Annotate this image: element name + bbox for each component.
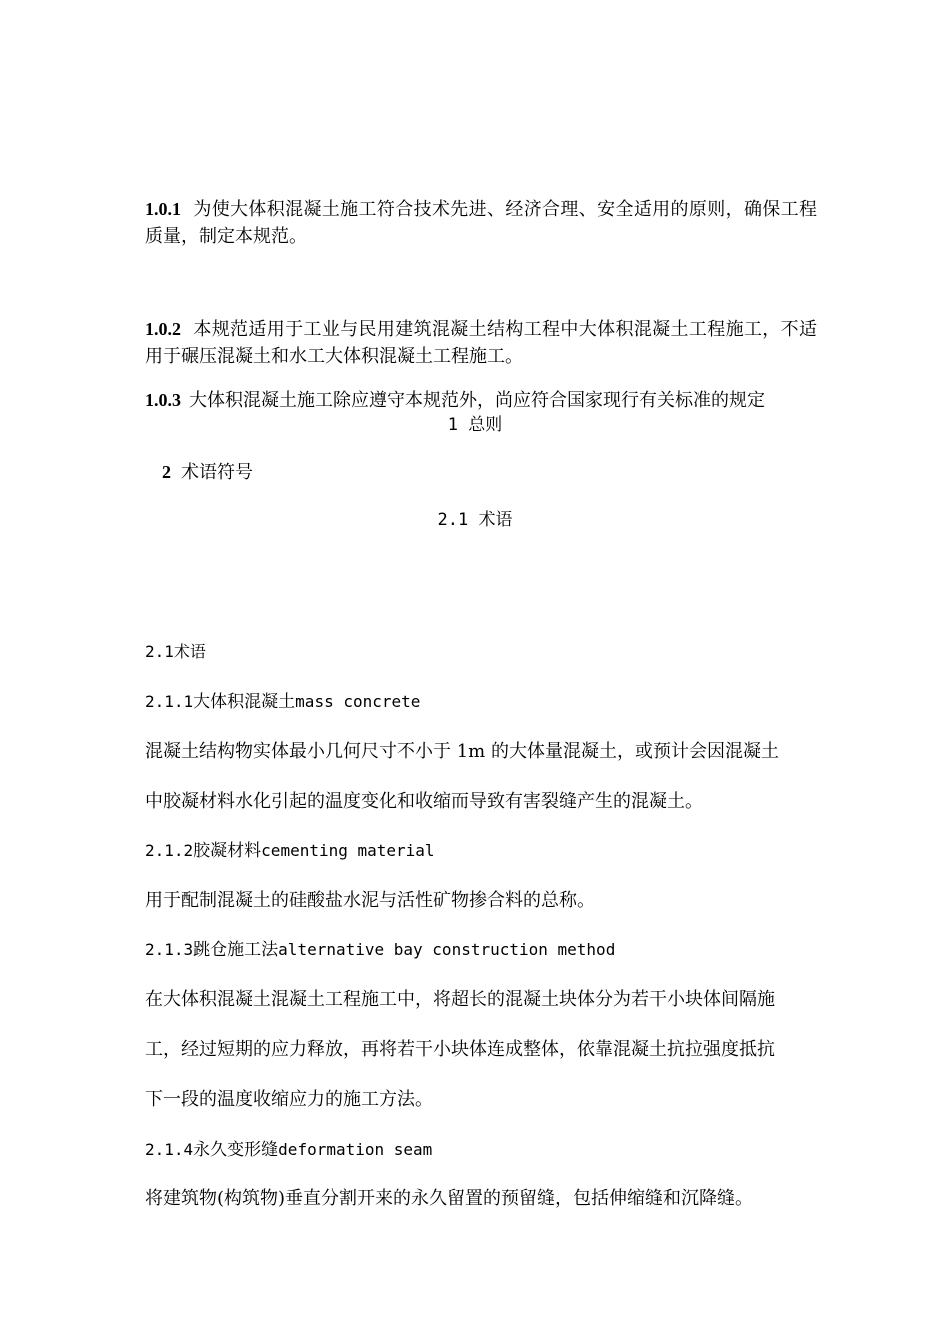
clause-text: 本规范适用于工业与民用建筑混凝土结构工程中大体积混凝土工程施工，不适用于碾压混凝土和水工大体积混凝土工程施工。 bbox=[145, 319, 817, 367]
term-2-1-1-definition-line-2: 中胶凝材料水化引起的温度变化和收缩而导致有害裂缝产生的混凝土。 bbox=[145, 791, 703, 812]
term-code: 2.1.2 bbox=[145, 841, 194, 860]
term-zh: 跳仓施工法 bbox=[193, 940, 279, 960]
term-2-1-3-heading bbox=[145, 938, 615, 962]
section-2-1-heading bbox=[145, 640, 206, 664]
chapter-number: 2 bbox=[162, 462, 171, 482]
term-2-1-2-heading bbox=[145, 839, 435, 863]
clause-1-0-1 bbox=[145, 196, 817, 250]
term-code: 2.1.4 bbox=[145, 1140, 194, 1159]
clause-number: 1.0.2 bbox=[145, 319, 181, 339]
term-en: cementing material bbox=[261, 841, 435, 860]
chapter-2-heading bbox=[162, 460, 253, 485]
term-2-1-4-definition-line-1: 将建筑物(构筑物)垂直分割开来的永久留置的预留缝，包括伸缩缝和沉降缝。 bbox=[145, 1188, 754, 1209]
term-2-1-2-definition-line-1: 用于配制混凝土的硅酸盐水泥与活性矿物掺合料的总称。 bbox=[145, 890, 595, 911]
clause-1-0-2 bbox=[145, 316, 817, 370]
term-2-1-3-definition-line-2: 工，经过短期的应力释放，再将若干小块体连成整体，依靠混凝土抗拉强度抵抗 bbox=[145, 1039, 775, 1060]
term-2-1-1-definition-line-1: 混凝土结构物实体最小几何尺寸不小于 1m 的大体量混凝土，或预计会因混凝土 bbox=[145, 741, 779, 762]
term-zh: 永久变形缝 bbox=[193, 1140, 279, 1160]
clause-text: 大体积混凝土施工除应遵守本规范外，尚应符合国家现行有关标准的规定 bbox=[189, 390, 765, 411]
section-2-1-centered-title: 2.1 术语 bbox=[437, 510, 513, 530]
term-2-1-3-definition-line-3: 下一段的温度收缩应力的施工方法。 bbox=[145, 1089, 433, 1110]
term-2-1-4-heading bbox=[145, 1138, 432, 1162]
term-2-1-1-heading bbox=[145, 690, 420, 714]
term-code: 2.1.1 bbox=[145, 692, 194, 711]
term-code: 2.1.3 bbox=[145, 940, 194, 959]
clause-number: 1.0.1 bbox=[145, 199, 181, 219]
term-zh: 大体积混凝土 bbox=[193, 692, 296, 712]
term-en: mass concrete bbox=[295, 692, 421, 711]
section-heading-text: 2.1术语 bbox=[145, 642, 206, 661]
term-zh: 胶凝材料 bbox=[193, 841, 262, 861]
chapter-title: 术语符号 bbox=[181, 462, 253, 483]
term-en: alternative bay construction method bbox=[278, 940, 616, 959]
clause-1-0-3 bbox=[145, 387, 825, 414]
chapter-1-title: 1 总则 bbox=[447, 415, 503, 435]
term-2-1-3-definition-line-1: 在大体积混凝土混凝土工程施工中，将超长的混凝土块体分为若干小块体间隔施 bbox=[145, 989, 775, 1010]
clause-number: 1.0.3 bbox=[145, 390, 181, 410]
clause-text: 为使大体积混凝土施工符合技术先进、经济合理、安全适用的原则，确保工程质量，制定本规范。 bbox=[145, 199, 817, 247]
term-en: deformation seam bbox=[278, 1140, 433, 1159]
